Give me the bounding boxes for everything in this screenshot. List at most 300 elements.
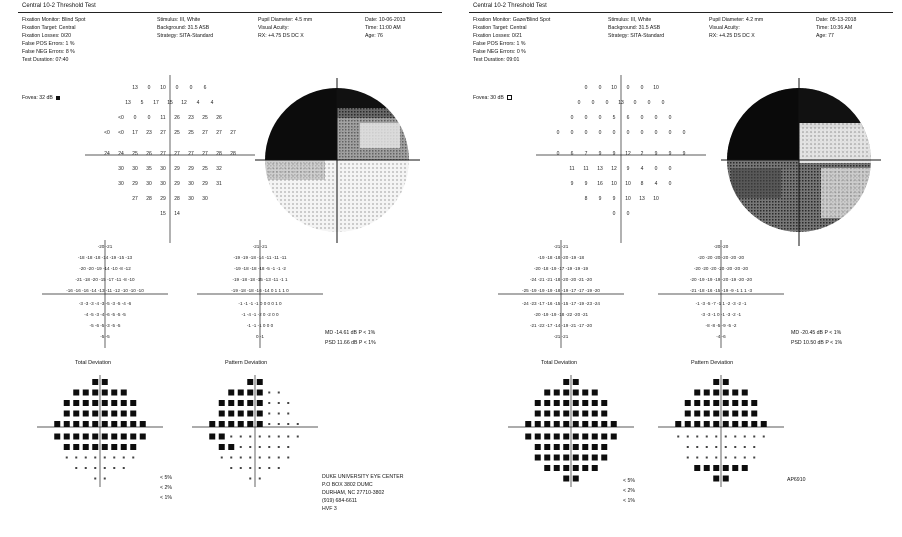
deviation-symbol: [228, 444, 234, 450]
threshold-value: 32: [216, 166, 222, 172]
deviation-symbol: [592, 400, 598, 406]
deviation-symbol: [268, 457, 270, 459]
deviation-row: -21 -22 -17 -14 -19 -21 -17 -20: [529, 323, 593, 328]
deviation-symbol: [723, 411, 729, 417]
deviation-symbol: [563, 455, 569, 461]
deviation-symbol: [130, 411, 136, 417]
deviation-symbol: [240, 457, 242, 459]
threshold-value: 4: [654, 181, 658, 187]
info-line: Test Duration: 09:01: [473, 57, 520, 63]
deviation-symbol: [130, 400, 136, 406]
threshold-value: 9: [682, 151, 686, 157]
deviation-symbol: [563, 411, 569, 417]
threshold-value: 0: [147, 85, 151, 91]
deviation-symbol: [219, 400, 225, 406]
threshold-value: 12: [625, 151, 631, 157]
deviation-symbol: [751, 411, 757, 417]
deviation-symbol: [228, 400, 234, 406]
deviation-symbol: [247, 379, 253, 385]
deviation-symbol: [563, 421, 569, 427]
threshold-value: 13: [132, 85, 138, 91]
deviation-symbol: [123, 457, 125, 459]
deviation-symbol: [268, 436, 270, 438]
info-line: Fixation Target: Central: [22, 25, 76, 31]
deviation-symbol: [732, 421, 738, 427]
threshold-value: 0: [175, 85, 179, 91]
threshold-value: 31: [216, 181, 222, 187]
total-deviation-label: Total Deviation: [541, 360, 578, 366]
deviation-symbol: [121, 421, 127, 427]
threshold-value: 15: [167, 100, 173, 106]
deviation-row: -21 -21: [252, 244, 268, 249]
deviation-symbol: [544, 444, 550, 450]
deviation-symbol: [715, 457, 717, 459]
deviation-symbol: [544, 455, 550, 461]
deviation-symbol: [563, 476, 569, 482]
deviation-symbol: [573, 465, 579, 471]
deviation-symbol: [111, 421, 117, 427]
threshold-value: 6: [203, 85, 207, 91]
info-line: Time: 11:00 AM: [365, 25, 401, 31]
deviation-symbol: [601, 411, 607, 417]
info-line: False NEG Errors: 8 %: [22, 49, 75, 55]
threshold-value: 11: [569, 166, 575, 172]
threshold-value: 9: [598, 196, 602, 202]
deviation-symbol: [725, 457, 727, 459]
deviation-symbol: [582, 444, 588, 450]
legend-1: < 1%: [160, 495, 172, 501]
deviation-symbol: [592, 390, 598, 396]
threshold-value: 27: [160, 151, 166, 157]
info-line: Fixation Losses: 0/20: [22, 33, 72, 39]
threshold-value: 10: [653, 196, 659, 202]
deviation-symbol: [696, 446, 698, 448]
deviation-symbol: [704, 421, 710, 427]
deviation-symbol: [92, 411, 98, 417]
threshold-value: 8: [640, 181, 644, 187]
threshold-value: 0: [584, 115, 588, 121]
deviation-symbol: [732, 465, 738, 471]
deviation-symbol: [278, 457, 280, 459]
threshold-value: 6: [626, 115, 630, 121]
threshold-value: 27: [188, 151, 194, 157]
deviation-symbol: [278, 446, 280, 448]
deviation-symbol: [563, 434, 569, 440]
deviation-symbol: [268, 446, 270, 448]
deviation-symbol: [694, 400, 700, 406]
threshold-value: 0: [598, 85, 602, 91]
threshold-value: 6: [570, 151, 574, 157]
total-deviation-numbers: [496, 240, 626, 350]
deviation-symbol: [102, 444, 108, 450]
deviation-row: -4 -6: [716, 334, 726, 339]
threshold-value: 26: [146, 151, 152, 157]
info-line: Pupil Diameter: 4.5 mm: [258, 17, 313, 23]
threshold-value: 0: [633, 100, 637, 106]
deviation-symbol: [554, 421, 560, 427]
deviation-symbol: [723, 421, 729, 427]
deviation-symbol: [592, 434, 598, 440]
deviation-symbol: [247, 411, 253, 417]
md-value: MD -14.61 dB P < 1%: [325, 330, 376, 336]
threshold-value: 30: [160, 181, 166, 187]
threshold-value: 4: [210, 100, 214, 106]
deviation-symbol: [592, 444, 598, 450]
threshold-value: 25: [188, 130, 194, 136]
deviation-symbol: [742, 465, 748, 471]
threshold-value: 30: [132, 166, 138, 172]
threshold-value: 0: [584, 85, 588, 91]
deviation-symbol: [257, 390, 263, 396]
deviation-symbol: [123, 467, 125, 469]
threshold-value: 0: [647, 100, 651, 106]
threshold-value: 0: [189, 85, 193, 91]
deviation-symbol: [582, 400, 588, 406]
threshold-value: 7: [584, 151, 588, 157]
threshold-value: 30: [146, 181, 152, 187]
deviation-row: -19 -18 -18 -15 -13 -11 -1 1: [232, 277, 288, 282]
deviation-symbol: [734, 446, 736, 448]
deviation-row: -5 -6 -5 -3 -5 -5: [89, 323, 121, 328]
deviation-row: -19 -18 -18 -18 -5 -1 -1 -2: [234, 266, 286, 271]
test-title: Central 10-2 Threshold Test: [473, 3, 547, 9]
deviation-symbol: [554, 400, 560, 406]
deviation-row: -24 -21 -21 -18 -20 -20 -21 -20: [529, 277, 593, 282]
deviation-row: -20 -20 -19 -14 -10 -8 -12: [79, 266, 131, 271]
deviation-symbol: [247, 390, 253, 396]
threshold-value: 5: [612, 115, 616, 121]
threshold-value: 25: [202, 115, 208, 121]
deviation-symbol: [111, 411, 117, 417]
md-value: MD -20.45 dB P < 1%: [791, 330, 842, 336]
threshold-value: 0: [654, 130, 658, 136]
deviation-symbol: [582, 465, 588, 471]
threshold-value: 10: [653, 85, 659, 91]
deviation-symbol: [742, 411, 748, 417]
deviation-symbol: [64, 421, 70, 427]
threshold-value: 23: [146, 130, 152, 136]
deviation-symbol: [525, 434, 531, 440]
deviation-symbol: [102, 400, 108, 406]
deviation-symbol: [102, 411, 108, 417]
deviation-symbol: [535, 400, 541, 406]
deviation-symbol: [268, 467, 270, 469]
info-line: Strategy: SITA-Standard: [608, 33, 665, 39]
deviation-symbol: [694, 465, 700, 471]
deviation-symbol: [140, 434, 146, 440]
pattern-deviation-label: Pattern Deviation: [225, 360, 268, 366]
info-line: False POS Errors: 1 %: [22, 41, 75, 47]
deviation-symbol: [601, 434, 607, 440]
info-line: RX: +4.25 DS DC X: [709, 33, 755, 39]
deviation-row: -20 -21: [97, 244, 113, 249]
legend-1: < 1%: [623, 498, 635, 504]
deviation-row: -20 -18 -19 -17 -19 -19 -19: [533, 266, 589, 271]
deviation-symbol: [535, 434, 541, 440]
pattern-deviation-symbols: [656, 375, 786, 490]
threshold-value: 28: [174, 196, 180, 202]
deviation-symbol: [694, 411, 700, 417]
deviation-symbol: [582, 411, 588, 417]
deviation-symbol: [83, 434, 89, 440]
deviation-symbol: [554, 444, 560, 450]
threshold-value: <0: [118, 115, 124, 121]
deviation-symbol: [73, 421, 79, 427]
deviation-symbol: [611, 434, 617, 440]
deviation-symbol: [268, 413, 270, 415]
deviation-symbol: [83, 444, 89, 450]
threshold-value: 10: [625, 196, 631, 202]
deviation-symbol: [140, 421, 146, 427]
deviation-symbol: [706, 446, 708, 448]
deviation-row: -1 -1 -1 0 0 0: [246, 323, 274, 328]
threshold-value: 0: [654, 115, 658, 121]
threshold-value: 0: [640, 115, 644, 121]
threshold-value: 0: [640, 85, 644, 91]
deviation-symbol: [573, 421, 579, 427]
threshold-value: 27: [174, 151, 180, 157]
deviation-symbol: [268, 423, 270, 425]
threshold-grid: [531, 75, 711, 245]
threshold-value: 17: [132, 130, 138, 136]
threshold-value: 0: [668, 130, 672, 136]
deviation-row: -1 -3 -5 -7 -1 1 -2 -3 -2 -1: [695, 301, 747, 306]
threshold-value: 0: [591, 100, 595, 106]
threshold-value: 0: [640, 130, 644, 136]
deviation-symbol: [249, 478, 251, 480]
deviation-row: -4 -5 -3 -4 -6 -5 -5 -5: [84, 312, 126, 317]
deviation-symbol: [278, 392, 280, 394]
threshold-value: 12: [181, 100, 187, 106]
threshold-value: 0: [577, 100, 581, 106]
deviation-symbol: [563, 444, 569, 450]
deviation-symbol: [535, 444, 541, 450]
deviation-symbol: [259, 467, 261, 469]
threshold-value: 29: [202, 181, 208, 187]
info-line: Stimulus: III, White: [157, 17, 201, 23]
deviation-symbol: [92, 400, 98, 406]
threshold-value: 0: [668, 115, 672, 121]
threshold-value: 12: [611, 166, 617, 172]
deviation-symbol: [278, 402, 280, 404]
deviation-symbol: [54, 434, 60, 440]
deviation-symbol: [228, 390, 234, 396]
deviation-symbol: [240, 436, 242, 438]
info-line: False POS Errors: 1 %: [473, 41, 526, 47]
deviation-symbol: [228, 411, 234, 417]
deviation-symbol: [742, 421, 748, 427]
deviation-symbol: [259, 436, 261, 438]
threshold-value: 0: [661, 100, 665, 106]
deviation-symbol: [753, 436, 755, 438]
total-deviation-symbols: [35, 375, 165, 490]
deviation-row: 0 -1: [256, 334, 264, 339]
deviation-symbol: [723, 379, 729, 385]
info-line: Visual Acuity:: [258, 25, 289, 31]
threshold-value: 0: [556, 130, 560, 136]
deviation-symbol: [713, 421, 719, 427]
threshold-value: 11: [583, 166, 589, 172]
deviation-symbol: [121, 400, 127, 406]
grayscale-plot: [721, 78, 891, 248]
footer-code: AP6910: [787, 477, 806, 483]
info-line: False NEG Errors: 0 %: [473, 49, 526, 55]
deviation-symbol: [249, 457, 251, 459]
threshold-value: 0: [584, 130, 588, 136]
deviation-symbol: [744, 436, 746, 438]
deviation-symbol: [249, 446, 251, 448]
deviation-symbol: [219, 411, 225, 417]
deviation-symbol: [753, 446, 755, 448]
threshold-value: 28: [216, 151, 222, 157]
header-rule: [469, 12, 893, 13]
threshold-value: 26: [174, 115, 180, 121]
deviation-row: -21 -21: [553, 334, 569, 339]
deviation-symbol: [238, 390, 244, 396]
threshold-value: 9: [612, 196, 616, 202]
pattern-deviation-label: Pattern Deviation: [691, 360, 734, 366]
deviation-symbol: [582, 390, 588, 396]
threshold-value: 0: [626, 130, 630, 136]
deviation-symbol: [573, 379, 579, 385]
info-line: Fixation Losses: 0/21: [473, 33, 523, 39]
deviation-symbol: [66, 457, 68, 459]
threshold-value: 25: [174, 130, 180, 136]
deviation-symbol: [573, 434, 579, 440]
fovea-text: Fovea: 30 dB: [473, 95, 504, 101]
deviation-symbol: [601, 444, 607, 450]
deviation-symbol: [573, 476, 579, 482]
deviation-symbol: [230, 467, 232, 469]
deviation-symbol: [535, 455, 541, 461]
deviation-symbol: [121, 411, 127, 417]
deviation-symbol: [73, 411, 79, 417]
threshold-value: 10: [625, 181, 631, 187]
deviation-symbol: [94, 478, 96, 480]
deviation-symbol: [257, 379, 263, 385]
deviation-symbol: [297, 436, 299, 438]
threshold-value: <0: [118, 130, 124, 136]
deviation-symbol: [287, 457, 289, 459]
threshold-value: 0: [612, 130, 616, 136]
threshold-value: 30: [202, 196, 208, 202]
fovea-text: Fovea: 32 dB: [22, 95, 53, 101]
deviation-symbol: [92, 379, 98, 385]
deviation-symbol: [94, 467, 96, 469]
threshold-value: 0: [626, 211, 630, 217]
deviation-symbol: [240, 446, 242, 448]
deviation-symbol: [64, 444, 70, 450]
deviation-symbol: [209, 421, 215, 427]
threshold-value: 9: [598, 151, 602, 157]
panel-right: [451, 0, 902, 537]
deviation-symbol: [723, 400, 729, 406]
threshold-value: 9: [584, 181, 588, 187]
deviation-row: -19 -18 -18 -20 -19 -18: [537, 255, 585, 260]
threshold-value: 29: [174, 181, 180, 187]
deviation-symbol: [287, 413, 289, 415]
deviation-symbol: [257, 400, 263, 406]
deviation-symbol: [732, 390, 738, 396]
deviation-symbol: [694, 421, 700, 427]
deviation-row: -3 -3 -1 0 -1 -3 -2 -1: [700, 312, 742, 317]
deviation-symbol: [592, 411, 598, 417]
deviation-symbol: [694, 390, 700, 396]
deviation-symbol: [554, 411, 560, 417]
threshold-value: 0: [612, 211, 616, 217]
deviation-symbol: [544, 400, 550, 406]
deviation-symbol: [64, 434, 70, 440]
deviation-symbol: [582, 434, 588, 440]
deviation-symbol: [64, 411, 70, 417]
deviation-symbol: [535, 421, 541, 427]
deviation-symbol: [259, 478, 261, 480]
deviation-symbol: [753, 457, 755, 459]
info-line: Date: 10-06-2013: [365, 17, 406, 23]
deviation-symbol: [230, 436, 232, 438]
deviation-symbol: [259, 457, 261, 459]
threshold-value: 17: [153, 100, 159, 106]
deviation-symbol: [102, 390, 108, 396]
test-title: Central 10-2 Threshold Test: [22, 3, 96, 9]
deviation-symbol: [544, 390, 550, 396]
deviation-symbol: [238, 400, 244, 406]
threshold-value: 30: [160, 166, 166, 172]
deviation-symbol: [111, 390, 117, 396]
deviation-symbol: [121, 434, 127, 440]
deviation-symbol: [685, 411, 691, 417]
threshold-value: 24: [104, 151, 110, 157]
deviation-symbol: [111, 444, 117, 450]
deviation-symbol: [94, 457, 96, 459]
deviation-symbol: [685, 421, 691, 427]
footer-line: HVF 3: [322, 506, 337, 512]
threshold-value: 29: [174, 166, 180, 172]
threshold-value: 15: [160, 211, 166, 217]
deviation-symbol: [687, 446, 689, 448]
deviation-row: -1 -4 -1 -2 0 -2 0 0: [241, 312, 279, 317]
fovea-marker: [507, 95, 512, 100]
footer-line: DURHAM, NC 27710-3802: [322, 490, 385, 496]
deviation-symbol: [92, 390, 98, 396]
deviation-row: -3 -3 -3 -4 -3 -5 -3 -5 -4 -6: [78, 301, 132, 306]
deviation-symbol: [209, 434, 215, 440]
deviation-symbol: [525, 421, 531, 427]
deviation-symbol: [257, 421, 263, 427]
threshold-value: 0: [626, 85, 630, 91]
deviation-symbol: [238, 411, 244, 417]
threshold-value: 27: [216, 130, 222, 136]
deviation-symbol: [704, 411, 710, 417]
deviation-symbol: [111, 400, 117, 406]
deviation-symbol: [268, 392, 270, 394]
threshold-value: 0: [668, 166, 672, 172]
threshold-value: 0: [605, 100, 609, 106]
deviation-symbol: [706, 436, 708, 438]
deviation-symbol: [113, 467, 115, 469]
deviation-symbol: [240, 467, 242, 469]
deviation-symbol: [219, 434, 225, 440]
deviation-symbol: [268, 402, 270, 404]
threshold-value: 30: [118, 166, 124, 172]
threshold-value: 10: [160, 85, 166, 91]
deviation-row: -21 -18 -20 -15 -17 -11 -8 -10: [75, 277, 135, 282]
total-deviation-symbols: [506, 375, 636, 490]
threshold-value: 0: [598, 115, 602, 121]
deviation-symbol: [259, 446, 261, 448]
deviation-symbol: [92, 444, 98, 450]
deviation-row: -1 -1 -1 -1 0 0 0 0 1 0: [238, 301, 282, 306]
